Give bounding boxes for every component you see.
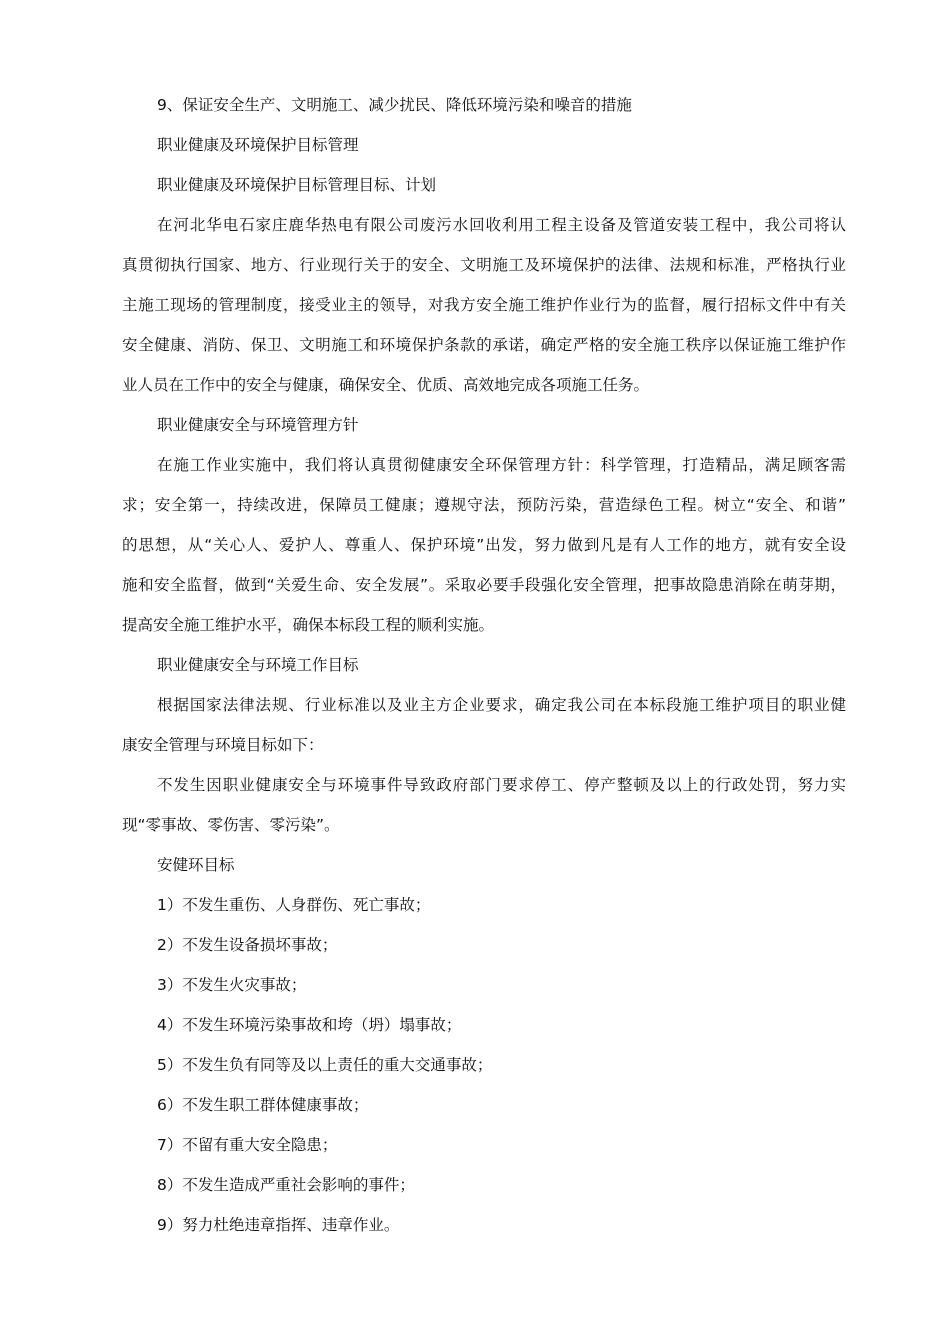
paragraph-line: 业人员在工作中的安全与健康，确保安全、优质、高效地完成各项施工任务。 xyxy=(122,376,650,394)
list-item: 8）不发生造成严重社会影响的事件； xyxy=(157,1176,415,1194)
paragraph-line: 的思想，从“关心人、爱护人、尊重人、保护环境”出发，努力做到凡是有人工作的地方，就有安全设 xyxy=(122,536,846,554)
targets-title: 安健环目标 xyxy=(157,856,235,874)
paragraph-line: 提高安全施工维护水平，确保本标段工程的顺利实施。 xyxy=(122,616,495,634)
paragraph-line: 安全健康、消防、保卫、文明施工和环境保护条款的承诺，确定严格的安全施工秩序以保证施工维护作 xyxy=(122,336,846,354)
subsection-title: 职业健康及环境保护目标管理目标、计划 xyxy=(157,176,437,194)
paragraph-line: 不发生因职业健康安全与环境事件导致政府部门要求停工、停产整顿及以上的行政处罚，努力实 xyxy=(157,776,846,794)
paragraph-line: 康安全管理与环境目标如下： xyxy=(122,736,324,754)
list-item: 3）不发生火灾事故； xyxy=(157,976,307,994)
paragraph-policy xyxy=(122,445,846,645)
paragraph-line: 在河北华电石家庄鹿华热电有限公司废污水回收利用工程主设备及管道安装工程中，我公司将认 xyxy=(157,216,846,234)
paragraph-line: 真贯彻执行国家、地方、行业现行关于的安全、文明施工及环境保护的法律、法规和标准，严格执行业 xyxy=(122,256,846,274)
paragraph-line: 施和安全监督，做到“关爱生命、安全发展”。采取必要手段强化安全管理，把事故隐患消除在萌芽期， xyxy=(122,576,846,594)
list-item: 4）不发生环境污染事故和垮（坍）塌事故； xyxy=(157,1016,462,1034)
list-item: 9）努力杜绝违章指挥、违章作业。 xyxy=(157,1216,400,1234)
targets-list xyxy=(122,885,846,1245)
paragraph-line: 在施工作业实施中，我们将认真贯彻健康安全环保管理方针：科学管理，打造精品，满足顾客需 xyxy=(157,456,846,474)
document-body xyxy=(122,85,846,1245)
list-item: 5）不发生负有同等及以上责任的重大交通事故； xyxy=(157,1056,493,1074)
list-item: 1）不发生重伤、人身群伤、死亡事故； xyxy=(157,896,431,914)
list-item: 2）不发生设备损坏事故； xyxy=(157,936,338,954)
heading-measures: 9、保证安全生产、文明施工、减少扰民、降低环境污染和噪音的措施 xyxy=(157,96,632,114)
paragraph-goal-statement xyxy=(122,765,846,845)
paragraph-commitment xyxy=(122,205,846,405)
policy-title: 职业健康安全与环境管理方针 xyxy=(157,416,359,434)
paragraph-line: 现“零事故、零伤害、零污染”。 xyxy=(122,816,340,834)
paragraph-line: 根据国家法律法规、行业标准以及业主方企业要求，确定我公司在本标段施工维护项目的职业健 xyxy=(157,696,846,714)
section-title: 职业健康及环境保护目标管理 xyxy=(157,136,359,154)
paragraph-goal-basis xyxy=(122,685,846,765)
list-item: 6）不发生职工群体健康事故； xyxy=(157,1096,369,1114)
goal-title: 职业健康安全与环境工作目标 xyxy=(157,656,359,674)
list-item: 7）不留有重大安全隐患； xyxy=(157,1136,338,1154)
paragraph-line: 主施工现场的管理制度，接受业主的领导，对我方安全施工维护作业行为的监督，履行招标文件中有关 xyxy=(122,296,846,314)
paragraph-line: 求；安全第一，持续改进，保障员工健康；遵规守法，预防污染，营造绿色工程。树立“安全、和谐” xyxy=(122,496,846,514)
